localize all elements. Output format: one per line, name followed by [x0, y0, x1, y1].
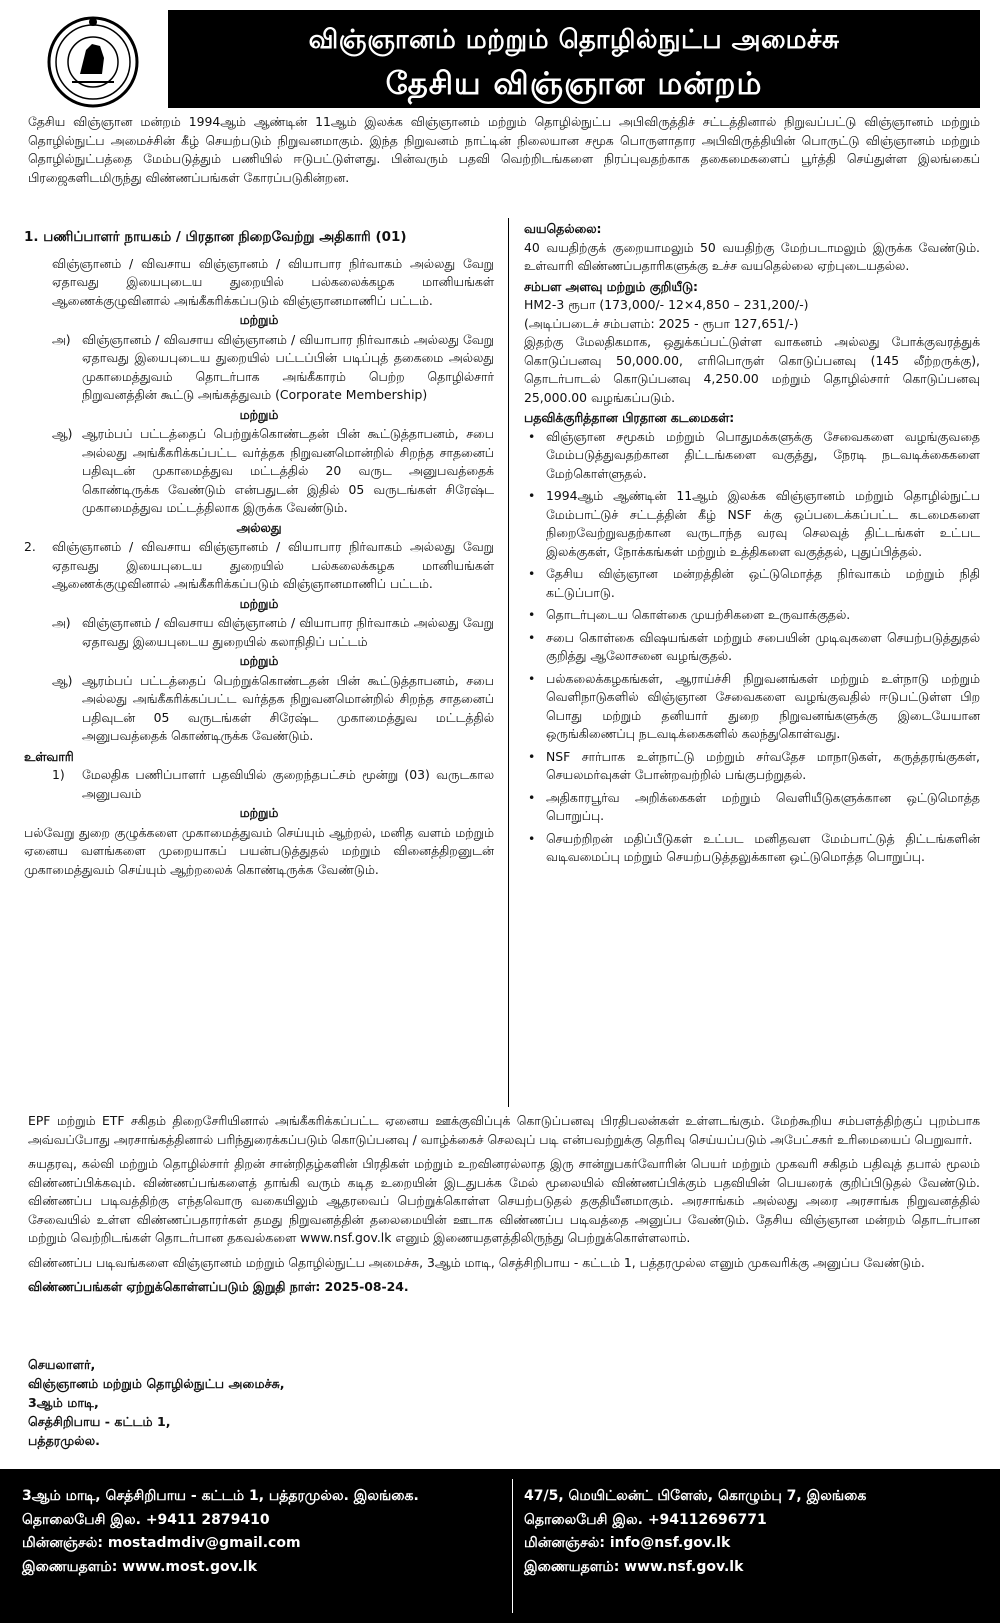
ministry-email: மின்னஞ்சல்: mostadmdiv@gmail.com: [22, 1535, 301, 1551]
bullet-icon: •: [528, 789, 536, 805]
nsf-website: இணையதளம்: www.nsf.gov.lk: [524, 1558, 744, 1575]
item-text: ஆரம்பப் பட்டத்தைப் பெற்றுக்கொண்டதன் பின் கூட்டுத்தாபனம், சபை அல்லது அங்கீகரிக்கப்பட்ட வர்த்தக நிறுவனமொன்றில் சிறந்த சாதனைப் பதிவுடன் முகாமைத்துவ மட்டத்தில் 20 வருட அனுபவத்தைக் கொண்டிருக்க வேண்டும் என்பதுடன் இதில் 05 வருடங்கள் சிரேஷ்ட முகாமைத்துவ மட்டத்திலாக இருக்க வேண்டும்.: [82, 426, 494, 515]
signature-line: விஞ்ஞானம் மற்றும் தொழில்நுட்ப அமைச்சு,: [28, 1376, 285, 1391]
item-text: விஞ்ஞானம் / விவசாய விஞ்ஞானம் / வியாபார நிர்வாகம் அல்லது வேறு ஏதாவது இயைபுடைய துறையில் பல்கலைக்கழக மானியங்கள் ஆணைக்குழுவினால் அங்கீகரிக்கப்படும் விஞ்ஞானமாணிப் பட்டம்.: [52, 539, 494, 591]
duty-text: தேசிய விஞ்ஞான மன்றத்தின் ஒட்டுமொத்த நிர்வாகம் மற்றும் நிதி கட்டுப்பாடு.: [546, 566, 980, 600]
duty-text: சபை கொள்கை விஷயங்கள் மற்றும் சபையின் முடிவுகளை செயற்படுத்துதல் குறித்து ஆலோசனை வழங்குதல்.: [546, 629, 980, 663]
and-separator: மற்றும்: [239, 595, 279, 611]
item-text: ஆரம்பப் பட்டத்தைப் பெற்றுக்கொண்டதன் பின் கூட்டுத்தாபனம், சபை அல்லது அங்கீகரிக்கப்பட்ட வர்த்தக நிறுவனமொன்றில் சிறந்த சாதனைப் பதிவுடன் 05 வருடங்கள் சிரேஷ்ட முகாமைத்துவ மட்டத்தில் அனுபவத்தைக் கொண்டிருக்க வேண்டும்.: [82, 672, 494, 743]
item-text: விஞ்ஞானம் / விவசாய விஞ்ஞானம் / வியாபார நிர்வாகம் அல்லது வேறு ஏதாவது இயைபுடைய துறையில் கலாநிதிப் பட்டம்: [82, 615, 494, 649]
salary-scale: HM2-3 ரூபா (173,000/- 12×4,850 – 231,200/-): [524, 297, 809, 312]
column-divider: [508, 218, 509, 1107]
duty-text: 1994ஆம் ஆண்டின் 11ஆம் இலக்க விஞ்ஞானம் மற்றும் தொழில்நுட்ப மேம்பாட்டுச் சட்டத்தின் கீழ் NSF க்கு ஒப்படைக்கப்பட்ட கடமைகளை நிறைவேற்றுவதற்கான வருடாந்த வரவு செலவுத் திட்டங்கள் உட்பட இலக்குகள், நோக்கங்கள் மற்றும் உத்திகளை வகுத்தல், புதுப்பித்தல்.: [546, 488, 980, 559]
qualifications-column: [24, 218, 494, 879]
qualification-2b: [52, 672, 494, 746]
bullet-icon: •: [528, 670, 536, 686]
sri-lanka-emblem-icon: [32, 14, 154, 112]
post-title: 1. பணிப்பாளர் நாயகம் / பிரதான நிறைவேற்று அதிகாரி (01): [24, 229, 407, 245]
and-separator: மற்றும்: [239, 805, 279, 820]
footer-divider: [512, 1479, 513, 1613]
duty-text: அதிகாரபூர்வ அறிக்கைகள் மற்றும் வெளியீடுகளுக்கான ஒட்டுமொத்த பொறுப்பு.: [546, 789, 980, 823]
item-marker: அ): [52, 615, 71, 630]
signature-line: 3ஆம் மாடி,: [28, 1395, 99, 1410]
age-text: 40 வயதிற்குக் குறையாமலும் 50 வயதிற்கு மேற்படாமலும் இருக்க வேண்டும். உள்வாரி விண்ணப்பதாரிகளுக்கு உச்ச வயதெல்லை ஏற்புடையதல்ல.: [524, 239, 980, 273]
qualification-1a: [52, 331, 494, 405]
vacancy-columns: [24, 218, 980, 1107]
council-title: தேசிய விஞ்ஞான மன்றம்: [385, 66, 763, 102]
duty-item: [524, 670, 980, 744]
and-separator: மற்றும்: [239, 406, 279, 422]
bullet-icon: •: [528, 488, 536, 503]
item-text: விஞ்ஞானம் / விவசாய விஞ்ஞானம் / வியாபார நிர்வாகம் அல்லது வேறு ஏதாவது இயைபுடைய துறையில் பட்டப்பின் படிப்புத் தகைமை அல்லது முகாமைத்துவம் தொடர்பாக அங்கீகாரம் பெற்ற தொழில்சார் நிறுவனத்தின் கூட்டு அங்கத்துவம் (Corporate Membership): [82, 331, 494, 402]
duty-item: [524, 789, 980, 826]
and-separator: மற்றும்: [239, 312, 279, 327]
duty-item: [524, 428, 980, 484]
nsf-phone: தொலைபேசி இல. +94112696771: [524, 1511, 767, 1528]
ministry-address: 3ஆம் மாடி, செத்சிறிபாய - கட்டம் 1, பத்தரமுல்ல. இலங்கை.: [22, 1488, 419, 1504]
nsf-contact: [524, 1485, 984, 1579]
duty-item: [524, 565, 980, 602]
duty-item: [524, 830, 980, 867]
signature-line: செயலாளர்,: [28, 1357, 96, 1372]
bullet-icon: •: [528, 428, 536, 444]
item-text: மேலதிக பணிப்பாளர் பதவியில் குறைந்தபட்சம் மூன்று (03) வருடகால அனுபவம்: [82, 767, 494, 801]
salary-heading: சம்பள அளவு மற்றும் குறியீடு:: [524, 278, 698, 294]
address-paragraph: விண்ணப்ப படிவங்களை விஞ்ஞானம் மற்றும் தொழில்நுட்ப அமைச்சு, 3ஆம் மாடி, செத்சிறிபாய - கட்டம் 1, பத்தரமுல்ல எனும் முகவரிக்கு அனுப்ப வேண்டும்.: [28, 1254, 925, 1270]
bullet-icon: •: [528, 830, 536, 846]
item-marker: ஆ): [52, 672, 73, 688]
qualification-1b: [52, 425, 494, 518]
bullet-icon: •: [528, 607, 536, 622]
details-column: [524, 218, 980, 871]
intro-paragraph: தேசிய விஞ்ஞான மன்றம் 1994ஆம் ஆண்டின் 11ஆம் இலக்க விஞ்ஞானம் மற்றும் தொழில்நுட்ப அபிவிருத்திச் சட்டத்தினால் நிறுவப்பட்டு விஞ்ஞானம் மற்றும் தொழில்நுட்ப அமைச்சின் கீழ் செயற்படும் நிறுவனமாகும். இந்த நிறுவனம் நாட்டின் நிலையான சமூக பொருளாதார அபிவிருத்தியின் பொருட்டு விஞ்ஞானம் மற்றும் தொழில்நுட்பத்தை மேம்படுத்தும் பணியில் ஈடுபட்டுள்ளது. பின்வரும் பதவி வெற்றிடங்களை நிரப்புவதற்காக தகைமைகளைப் பூர்த்தி செய்துள்ள இலங்கைப் பிரஜைகளிடமிருந்து விண்ணப்பங்கள் கோரப்படுகின்றன.: [28, 114, 980, 185]
application-instructions: [28, 1112, 980, 1303]
qualification-1: விஞ்ஞானம் / விவசாய விஞ்ஞானம் / வியாபார நிர்வாகம் அல்லது வேறு ஏதாவது இயைபுடைய துறையில் பல்கலைக்கழக மானியங்கள் ஆணைக்குழுவினால் அங்கீகரிக்கப்படும் விஞ்ஞானமாணிப் பட்டம்.: [52, 255, 494, 308]
qualification-2a: [52, 614, 494, 651]
allowances-text: இதற்கு மேலதிகமாக, ஒதுக்கப்பட்டுள்ள வாகனம் அல்லது போக்குவரத்துக் கொடுப்பனவு 50,000.00, எரிபொருள் கொடுப்பனவு (145 லீற்றருக்கு), தொடர்பாடல் கொடுப்பனவு 4,250.00 மற்றும் தொழில்சார் கொடுப்பனவு 25,000.00 வழங்கப்படும்.: [524, 334, 980, 405]
duty-item: [524, 606, 980, 625]
footer-contact-bar: [0, 1469, 1000, 1623]
ministry-website: இணையதளம்: www.most.gov.lk: [22, 1558, 257, 1575]
duty-text: செயற்றிறன் மதிப்பீடுகள் உட்பட மனிதவள மேம்பாட்டுத் திட்டங்களின் வடிவமைப்பு மற்றும் செயற்படுத்தலுக்கான ஒட்டுமொத்த பொறுப்பு.: [546, 830, 980, 864]
salary-basic: (அடிப்படைச் சம்பளம்: 2025 - ரூபா 127,651/-): [524, 315, 799, 331]
qualification-2: [24, 538, 494, 594]
item-marker: ஆ): [52, 426, 73, 441]
age-heading: வயதெல்லை:: [524, 221, 602, 236]
and-separator: மற்றும்: [239, 653, 279, 668]
signature-line: செத்சிறிபாய - கட்டம் 1,: [28, 1414, 171, 1429]
signature-block: [28, 1355, 285, 1450]
application-paragraph: சுயதரவு, கல்வி மற்றும் தொழில்சார் திறன் சான்றிதழ்களின் பிரதிகள் மற்றும் உறவினரல்லாத இரு சான்றுபகர்வோரின் பெயர் மற்றும் முகவரி சகிதம் பதிவுத் தபால் மூலம் விண்ணப்பிக்கவும். விண்ணப்பங்களைத் தாங்கி வரும் கடித உறையின் இடதுபக்க மேல் மூலையில் விண்ணப்பிக்கும் பதவியின் பெயரைக் குறிப்பிடுதல் வேண்டும். விண்ணப்ப படிவத்திற்கு எந்தவொரு வகையிலும் ஆதரவைப் பெற்றுக்கொள்ள செயற்படுதல் தகுதியீனமாகும். அரசாங்கம் அல்லது அரை அரசாங்க நிறுவனத்தில் சேவையில் உள்ள விண்ணப்பதாரர்கள் தமது நிறுவனத்தின் தலைமையின் ஊடாக விண்ணப்ப படிவத்தை அனுப்ப வேண்டும். தேசிய விஞ்ஞான மன்றம் தொடர்பான மற்றும் வெற்றிடங்கள் தொடர்பான தகவல்களை www.nsf.gov.lk எனும் இணையதளத்திலிருந்து பெற்றுக்கொள்ளலாம்.: [28, 1156, 980, 1245]
nsf-address: 47/5, மெயிட்லன்ட் பிளேஸ், கொழும்பு 7, இலங்கை: [524, 1488, 867, 1504]
ministry-phone: தொலைபேசி இல. +9411 2879410: [22, 1511, 270, 1528]
bullet-icon: •: [528, 629, 536, 645]
nsf-email: மின்னஞ்சல்: info@nsf.gov.lk: [524, 1535, 731, 1551]
item-marker: 1): [52, 767, 65, 782]
item-marker: அ): [52, 331, 71, 347]
duty-text: பல்கலைக்கழகங்கள், ஆராய்ச்சி நிறுவனங்கள் மற்றும் உள்நாடு மற்றும் வெளிநாடுகளில் விஞ்ஞான சேவைகளை வழங்குவதில் ஈடுபட்டுள்ள பிற பொது மற்றும் தனியார் துறை நிறுவனங்களுக்கு இடையேயான ஒருங்கிணைப்பு நடவடிக்கைகளில் கலந்துகொள்வது.: [546, 670, 980, 741]
duty-text: விஞ்ஞான சமூகம் மற்றும் பொதுமக்களுக்கு சேவைகளை வழங்குவதை மேம்படுத்துவதற்கான திட்டங்களை வகுத்து, நேரடி நடவடிக்கைகளை மேற்கொள்ளுதல்.: [546, 428, 980, 481]
benefits-paragraph: EPF மற்றும் ETF சகிதம் திறைசேரியினால் அங்கீகரிக்கப்பட்ட ஏனைய ஊக்குவிப்புக் கொடுப்பனவு பிரதிபலன்கள் உள்ளடங்கும். மேற்கூறிய சம்பளத்திற்குப் புறம்பாக அவ்வப்போது அரசாங்கத்தினால் பரிந்துரைக்கப்படும் கொடுப்பனவு / வாழ்க்கைச் செலவுப் படி என்பவற்றுக்கு தெரிவு செய்யப்படும் அபேட்சகர் உரிமையைப் பெறுவார்.: [28, 1113, 980, 1147]
item-marker: 2.: [24, 539, 36, 554]
duty-item: [524, 629, 980, 666]
ministry-contact: [22, 1485, 502, 1579]
bullet-icon: •: [528, 566, 536, 581]
ministry-title: விஞ்ஞானம் மற்றும் தொழில்நுட்ப அமைச்சு: [308, 25, 840, 55]
closing-date: விண்ணப்பங்கள் ஏற்றுக்கொள்ளப்படும் இறுதி நாள்: 2025-08-24.: [28, 1279, 409, 1294]
duties-heading: பதவிக்குரித்தான பிரதான கடமைகள்:: [524, 410, 735, 425]
header-banner: [168, 10, 980, 108]
duty-item: [524, 748, 980, 785]
bullet-icon: •: [528, 748, 536, 764]
skills-requirement: பல்வேறு துறை குழுக்களை முகாமைத்துவம் செய்யும் ஆற்றல், மனித வளம் மற்றும் ஏனைய வளங்களை முறையாகப் பயன்படுத்துதல் மற்றும் வினைத்திறனுடன் முகாமைத்துவம் செய்யும் ஆற்றலைக் கொண்டிருக்க வேண்டும்.: [24, 824, 494, 877]
internal-requirement: [52, 766, 494, 803]
signature-line: பத்தரமுல்ல.: [28, 1433, 100, 1448]
duty-text: NSF சார்பாக உள்நாட்டு மற்றும் சர்வதேச மாநாடுகள், கருத்தரங்குகள், செயலமர்வுகள் போன்றவற்றில் பங்குபற்றுதல்.: [546, 748, 980, 782]
or-separator: அல்லது: [236, 519, 282, 535]
duty-text: தொடர்புடைய கொள்கை முயற்சிகளை உருவாக்குதல்.: [546, 607, 851, 622]
internal-heading: உள்வாரி: [24, 748, 74, 764]
duty-item: [524, 487, 980, 561]
